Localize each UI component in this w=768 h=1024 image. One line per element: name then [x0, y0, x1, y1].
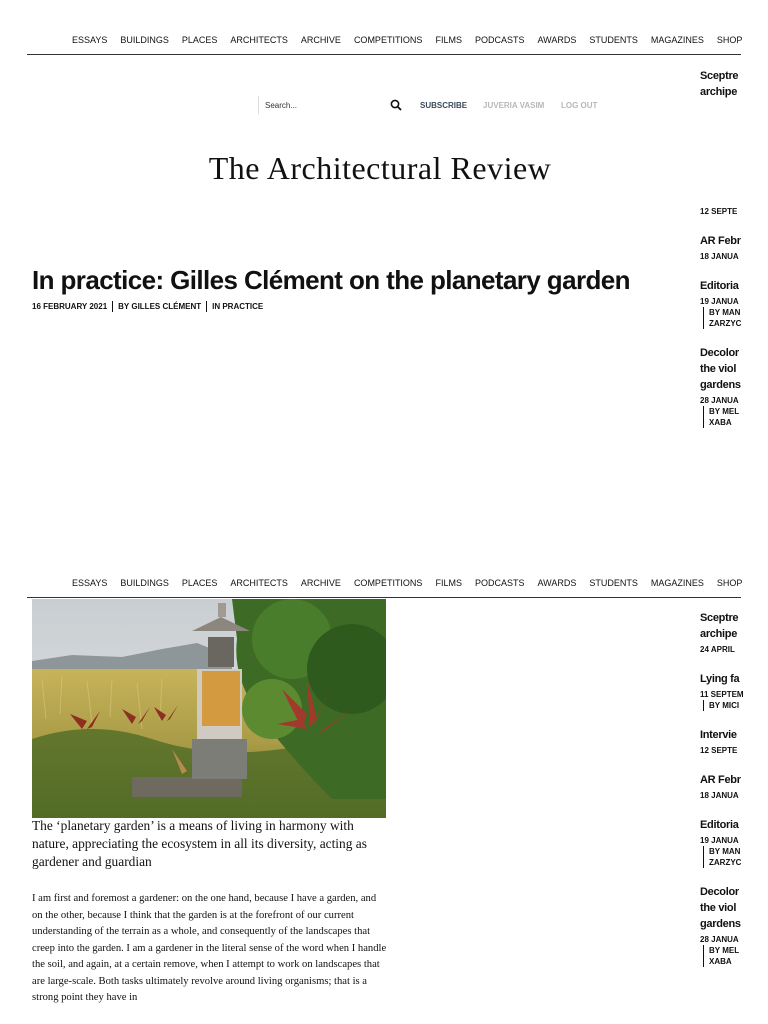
search-icon[interactable] [390, 99, 402, 111]
nav-item-podcasts[interactable]: PODCASTS [474, 578, 525, 588]
sidebar-author-line: ZARZYC [709, 319, 742, 328]
hero-image [32, 599, 386, 818]
related-sidebar-top [700, 68, 768, 442]
nav-item-awards[interactable]: AWARDS [537, 35, 577, 45]
nav-item-students[interactable]: STUDENTS [589, 35, 638, 45]
site-masthead[interactable]: The Architectural Review [208, 150, 552, 186]
sidebar-article-date: 28 JANUA [700, 396, 739, 405]
user-name-link[interactable]: JUVERIA VASIM [483, 101, 545, 110]
sidebar-article-author[interactable] [703, 406, 768, 428]
nav-item-awards[interactable]: AWARDS [537, 578, 577, 588]
sidebar-article-date: 24 APRIL [700, 645, 735, 654]
nav-item-competitions[interactable]: COMPETITIONS [353, 35, 423, 45]
sidebar-article[interactable] [700, 233, 768, 262]
sidebar-article-author[interactable] [703, 945, 768, 967]
sidebar-article[interactable] [700, 727, 768, 756]
nav-item-podcasts[interactable]: PODCASTS [474, 35, 525, 45]
sidebar-article-date: 19 JANUA [700, 836, 739, 845]
nav-item-places[interactable]: PLACES [181, 35, 218, 45]
sidebar-article[interactable] [700, 817, 768, 868]
sidebar-author-line: XABA [709, 957, 732, 966]
nav-item-students[interactable]: STUDENTS [589, 578, 638, 588]
nav-item-architects[interactable]: ARCHITECTS [230, 578, 288, 588]
sidebar-article[interactable] [700, 68, 768, 100]
sidebar-article-title[interactable]: Decolor [700, 886, 739, 898]
top-nav [0, 35, 768, 51]
nav-divider [27, 597, 741, 598]
sidebar-author-line: BY MEL [709, 946, 740, 955]
article-author-link[interactable]: BY GILLES CLÉMENT [118, 302, 202, 311]
nav-menu [72, 35, 755, 45]
nav-item-films[interactable]: FILMS [435, 35, 462, 45]
nav-item-magazines[interactable]: MAGAZINES [650, 578, 704, 588]
related-sidebar-bottom [700, 610, 768, 981]
sidebar-article-date: 19 JANUA [700, 297, 739, 306]
nav-item-places[interactable]: PLACES [181, 578, 218, 588]
sidebar-article-title[interactable]: Decolor [700, 347, 739, 359]
article-category-link[interactable]: IN PRACTICE [212, 302, 264, 311]
sidebar-article[interactable] [700, 671, 768, 711]
article-body: I am first and foremost a gardener: on the one hand, because I have a garden, and on the other, because I think that the garden is at the forefront of our current understanding of the terrain as a whole, and consequently of the landscapes that creep into the garden. I am a gardener in the literal sense of the word when I handle the soil, and again, at a certain remove, when I attempt to work on landscapes that are large-scale. Both tasks ultimately revolve around living organisms; that is a strong point they have in [32, 893, 387, 1003]
sidebar-article-title[interactable]: gardens [700, 918, 741, 930]
sidebar-article[interactable] [700, 345, 768, 428]
sidebar-article-title[interactable]: the viol [700, 902, 737, 914]
image-caption: The ‘planetary garden’ is a means of living in harmony with nature, appreciating the ecosystem in all its diversity, acting as gardener and guardian [32, 818, 367, 869]
garden-shrine-image [32, 599, 386, 818]
sidebar-author-line: XABA [709, 418, 732, 427]
nav-item-buildings[interactable]: BUILDINGS [120, 578, 169, 588]
sidebar-article-title[interactable]: Editoria [700, 280, 739, 292]
nav-item-films[interactable]: FILMS [435, 578, 462, 588]
sidebar-article-title[interactable]: Sceptre [700, 70, 739, 82]
sidebar-article[interactable] [700, 206, 768, 217]
sticky-nav [0, 578, 768, 594]
nav-item-magazines[interactable]: MAGAZINES [650, 35, 704, 45]
article-title: In practice: Gilles Clément on the planetary garden [32, 265, 630, 295]
log-out-link[interactable]: LOG OUT [561, 101, 598, 110]
sidebar-article-title[interactable]: the viol [700, 363, 737, 375]
sidebar-article-title[interactable]: Lying fa [700, 673, 740, 685]
sidebar-article-author[interactable] [703, 700, 768, 711]
sidebar-article-title[interactable]: archipe [700, 628, 738, 640]
sidebar-article-title[interactable]: archipe [700, 86, 738, 98]
sidebar-author-line: ZARZYC [709, 858, 742, 867]
nav-item-architects[interactable]: ARCHITECTS [230, 35, 288, 45]
nav-item-essays[interactable]: ESSAYS [72, 578, 108, 588]
nav-item-archive[interactable]: ARCHIVE [300, 578, 341, 588]
sidebar-article-title[interactable]: gardens [700, 379, 741, 391]
sidebar-article[interactable] [700, 884, 768, 967]
sidebar-article-title[interactable]: Intervie [700, 729, 737, 741]
sidebar-author-line: BY MAN [709, 308, 741, 317]
byline-divider [206, 301, 207, 312]
search-input[interactable] [265, 98, 375, 112]
nav-item-competitions[interactable]: COMPETITIONS [353, 578, 423, 588]
sidebar-article-date: 11 SEPTEM [700, 690, 744, 699]
sidebar-author-line: BY MAN [709, 847, 741, 856]
sidebar-article-date: 18 JANUA [700, 252, 739, 261]
sidebar-article-date: 28 JANUA [700, 935, 739, 944]
search-bar [258, 96, 404, 114]
sidebar-article[interactable] [700, 278, 768, 329]
sidebar-article-date: 18 JANUA [700, 791, 739, 800]
byline-divider [112, 301, 113, 312]
sidebar-article-title[interactable]: Sceptre [700, 612, 739, 624]
sidebar-article-author[interactable] [703, 846, 768, 868]
sidebar-article-title[interactable]: AR Febr [700, 774, 741, 786]
sidebar-article[interactable] [700, 772, 768, 801]
sidebar-article-title[interactable]: Editoria [700, 819, 739, 831]
nav-divider [27, 54, 741, 55]
sidebar-article-title[interactable]: AR Febr [700, 235, 741, 247]
subscribe-link[interactable]: SUBSCRIBE [420, 101, 468, 110]
nav-item-essays[interactable]: ESSAYS [72, 35, 108, 45]
sidebar-article-date: 12 SEPTE [700, 746, 738, 755]
nav-item-buildings[interactable]: BUILDINGS [120, 35, 169, 45]
nav-item-shop[interactable]: SHOP [716, 578, 743, 588]
sidebar-article-author[interactable] [703, 307, 768, 329]
nav-item-archive[interactable]: ARCHIVE [300, 35, 341, 45]
sidebar-author-line: BY MEL [709, 407, 740, 416]
nav-item-shop[interactable]: SHOP [716, 35, 743, 45]
sidebar-article-date: 12 SEPTE [700, 207, 738, 216]
sidebar-author-line: BY MICI [709, 701, 740, 710]
sidebar-article[interactable] [700, 610, 768, 655]
article-byline [32, 301, 263, 312]
article-date: 16 FEBRUARY 2021 [32, 302, 108, 311]
nav-menu [72, 578, 755, 588]
